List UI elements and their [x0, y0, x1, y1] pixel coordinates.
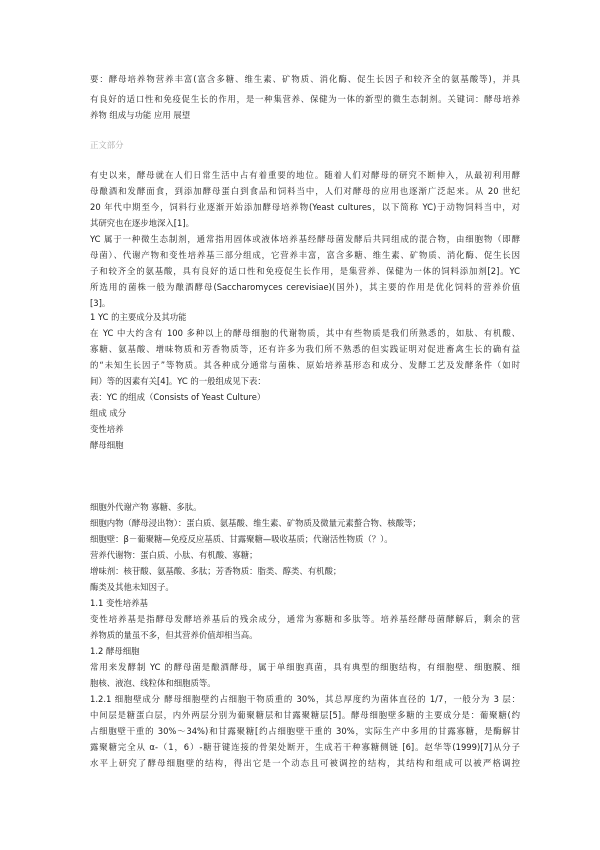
section-label: 正文部分 [90, 140, 124, 150]
text-line: 占细胞壁干重的 30%～34%)和甘露聚糖[约占细胞壁干重的 30%，实际生产中多用的甘露寡糖，是酶解甘 [90, 726, 520, 736]
text-line: 1.2.1 细胞壁成分 酵母细胞壁约占细胞干物质重的 30%，其总厚度约为菌体直径的 1/7，一般分为 3 层： [90, 694, 520, 704]
text-line: 变性培养基是指酵母发酵培养基后的残余成分，通常为寡糖和多肽等。培养基经酵母菌酵解后，剩余的营 [90, 614, 520, 624]
text-line: 在 YC 中大约含有 100 多种以上的酵母细胞的代谢物质，其中有些物质是我们所熟悉的，如肽、有机酸、 [90, 328, 520, 338]
text-line: 20 年代中期至今，饲料行业逐渐开始添加酵母培养物(Yeast cultures，以下简称 YC)于动物饲料当中，对 [90, 202, 520, 212]
text-line: 1 YC 的主要成分及其功能 [90, 312, 187, 322]
text-line: 寡糖、氨基酸、增味物质和芳香物质等，还有许多为我们所不熟悉的但实践证明对促进畜禽生长的确有益 [90, 344, 520, 354]
text-line: YC 属于一种微生态制剂，通常指用固体或液体培养基经酵母菌发酵后共同组成的混合物，由细胞物（即酵 [90, 234, 520, 244]
text-line: 间）等的因素有关[4]。YC 的一般组成见下表： [90, 376, 266, 386]
text-line: 酶类及其他未知因子。 [90, 582, 174, 592]
text-line: 细胞外代谢产物 寡糖、多肽。 [90, 502, 202, 512]
text-line: 常用来发酵制 YC 的酵母菌是酿酒酵母，属于单细胞真菌，具有典型的细胞结构，有细胞壁、细胞膜、细 [90, 662, 520, 672]
text-line: 要：酵母培养物营养丰富(富含多糖、维生素、矿物质、消化酶、促生长因子和较齐全的氨基酸等)，并具 [90, 74, 520, 84]
text-line: 水平上研究了酵母细胞壁的结构，得出它是一个动态且可被调控的结构，其结构和组成可以被严格调控 [90, 758, 520, 768]
text-line: 胞核、液泡、线粒体和细胞质等。 [90, 678, 216, 688]
text-line: 露聚糖完全从 α-（1，6）-糖苷键连接的骨架处断开，生成若干种寡糖侧链 [6]。赵华等(1999)[7]从分子 [90, 742, 520, 752]
text-line: 细胞内物（酵母浸出物）：蛋白质、氨基酸、维生素、矿物质及微量元素螯合物、核酸等； [90, 518, 421, 528]
text-line: 母菌）、代谢产物和变性培养基三部分组成，它营养丰富，富含多糖、维生素、矿物质、消化酶、促生长因 [90, 250, 520, 260]
text-line: 中间层是糖蛋白层，内外两层分别为葡聚糖层和甘露聚糖层[5]。酵母细胞壁多糖的主要成分是：葡聚糖(约 [90, 710, 520, 720]
text-line: 有良好的适口性和免疫促生长的作用，是一种集营养、保健为一体的新型的微生态制剂。关键词：酵母培养 [90, 94, 520, 104]
text-line: 变性培养 [90, 424, 124, 434]
text-line: 有史以来，酵母就在人们日常生活中占有着重要的地位。随着人们对酵母的研究不断伸入，从最初利用酵 [90, 170, 520, 180]
text-line: 1.1 变性培养基 [90, 598, 148, 608]
text-line: 增味剂：核苷酸、氨基酸、多肽；芳香物质：脂类、醇类、有机酸； [90, 566, 342, 576]
text-line: [3]。 [90, 298, 111, 308]
text-line: 所选用的菌株一般为酿酒酵母(Saccharomyces cerevisiae)(国外)，其主要的作用是优化饲料的营养价值 [90, 282, 520, 292]
text-line: 表：YC 的组成（Consists of Yeast Culture） [90, 392, 266, 402]
text-line: 养物质的量虽不多，但其营养价值却相当高。 [90, 630, 258, 640]
text-line: 其研究也在逐步地深入[1]。 [90, 218, 194, 228]
text-line: 母酿酒和发酵面食，到添加酵母蛋白到食品和饲料当中，人们对酵母的应用也逐渐广泛起来。从 20 世纪 [90, 186, 520, 196]
text-line: 1.2 酵母细胞 [90, 646, 140, 656]
text-line: 酵母细胞 [90, 440, 124, 450]
text-line: 细胞壁：β－葡聚糖—免疫反应基质、甘露聚糖—吸收基质；代谢活性物质（？）。 [90, 534, 393, 544]
text-line: 子和较齐全的氨基酸，具有良好的适口性和免疫促生长作用，是集营养、保健为一体的饲料添加剂[2]。YC [90, 266, 520, 276]
text-line: 的“未知生长因子”等物质。其各种成分通常与菌株、原始培养基形态和成分、发酵工艺及发酵条件（如时 [90, 360, 520, 370]
text-line: 组成 成分 [90, 408, 127, 418]
text-line: 养物 组成与功能 应用 展望 [90, 110, 191, 120]
text-line: 营养代谢物：蛋白质、小肽、有机酸、寡糖； [90, 550, 258, 560]
